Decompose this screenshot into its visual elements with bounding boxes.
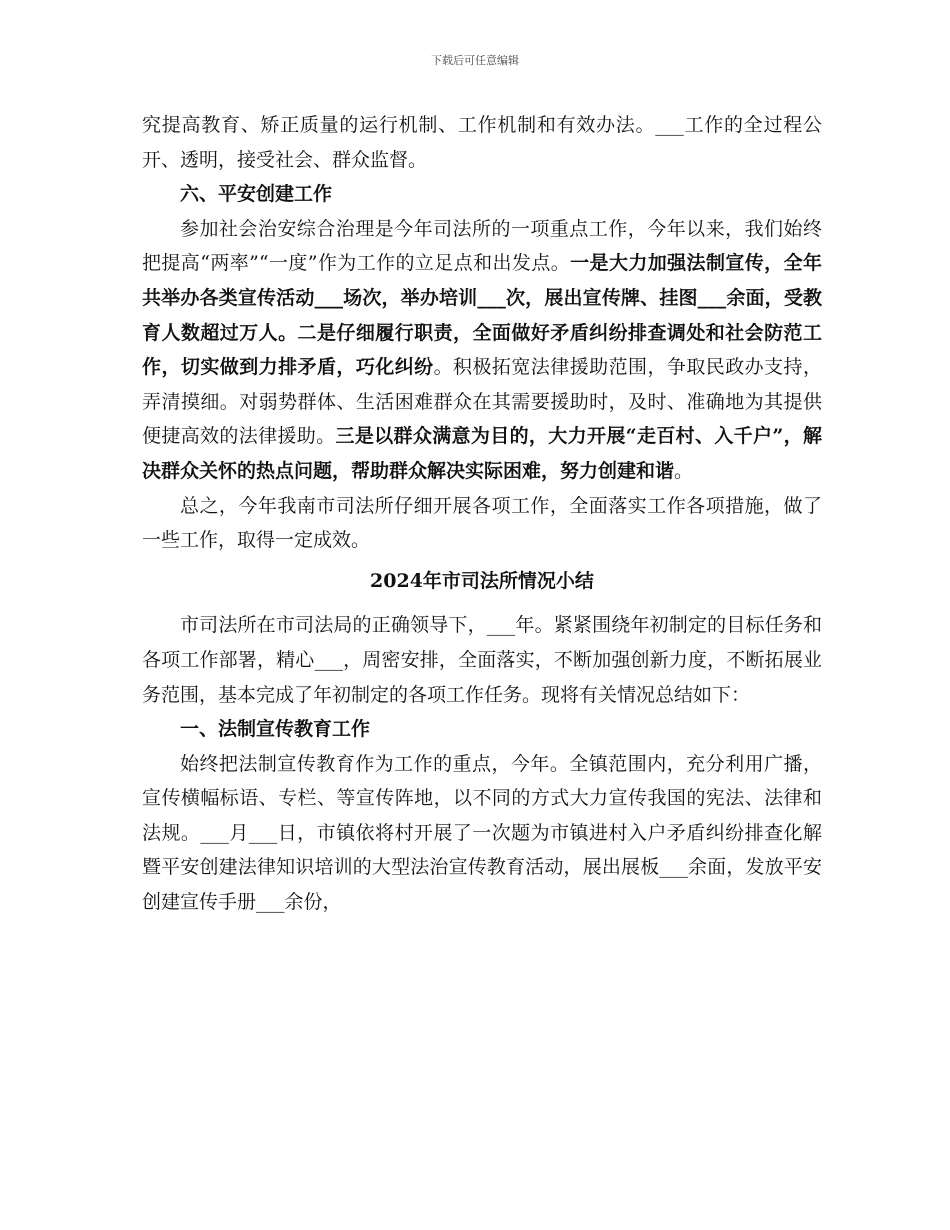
paragraph-summary: 总之，今年我南市司法所仔细开展各项工作，全面落实工作各项措施，做了一些工作，取得一定成效。	[142, 494, 822, 552]
safety-middle-text: 。积极拓宽法律援助范围，争取民政办支持，弄清摸细。对弱势群体、生活困难群众在其需要援助时，及时、准确地为其提供便捷高效的法律援助。	[142, 356, 822, 448]
paragraph-intro: 市司法所在市司法局的正确领导下，___年。紧紧围绕年初制定的目标任务和各项工作部署，精心___，周密安排，全面落实，不断加强创新力度，不断拓展业务范围，基本完成了年初制定的各项工作任务。现将有关情况总结如下：	[142, 614, 822, 706]
paragraph-legal-education: 始终把法制宣传教育作为工作的重点，今年。全镇范围内，充分利用广播，宣传横幅标语、专栏、等宣传阵地，以不同的方式大力宣传我国的宪法、法律和法规。___月___日，市镇依将村开展了一次题为市镇进村入户矛盾纠纷排查化解暨平安创建法律知识培训的大型法治宣传教育活动，展出展板___余面，发放平安创建宣传手册___余份，	[142, 752, 822, 914]
safety-bold-points-1-2: 一是大力加强法制宣传，全年共举办各类宣传活动___场次，举办培训___次，展出宣传牌、挂图___余面，受教育人数超过万人。二是仔细履行职责，全面做好矛盾纠纷排查调处和社会防范工作，切实做到力排矛盾，巧化纠纷	[142, 252, 822, 379]
section-heading-safety: 六、平安创建工作	[180, 183, 333, 206]
document-body	[142, 108, 822, 920]
safety-bold-point-3: 三是以群众满意为目的，大力开展“走百村、入千户”，解决群众关怀的热点问题，帮助群众解决实际困难，努力创建和谐	[142, 425, 822, 482]
section-heading-legal-education: 一、法制宣传教育工作	[180, 718, 371, 741]
safety-end-punct: 。	[674, 459, 694, 482]
paragraph-continued: 究提高教育、矫正质量的运行机制、工作机制和有效办法。___工作的全过程公开、透明，接受社会、群众监督。	[142, 114, 822, 171]
document-title: 2024年市司法所情况小结	[370, 569, 594, 592]
paragraph-safety-work	[142, 212, 822, 489]
page-header: 下载后可任意编辑	[431, 54, 519, 67]
safety-intro-text: 参加社会治安综合治理是今年司法所的一项重点工作，今年以来，我们始终把提高“两率”“一度”作为工作的立足点和出发点。	[142, 217, 822, 275]
